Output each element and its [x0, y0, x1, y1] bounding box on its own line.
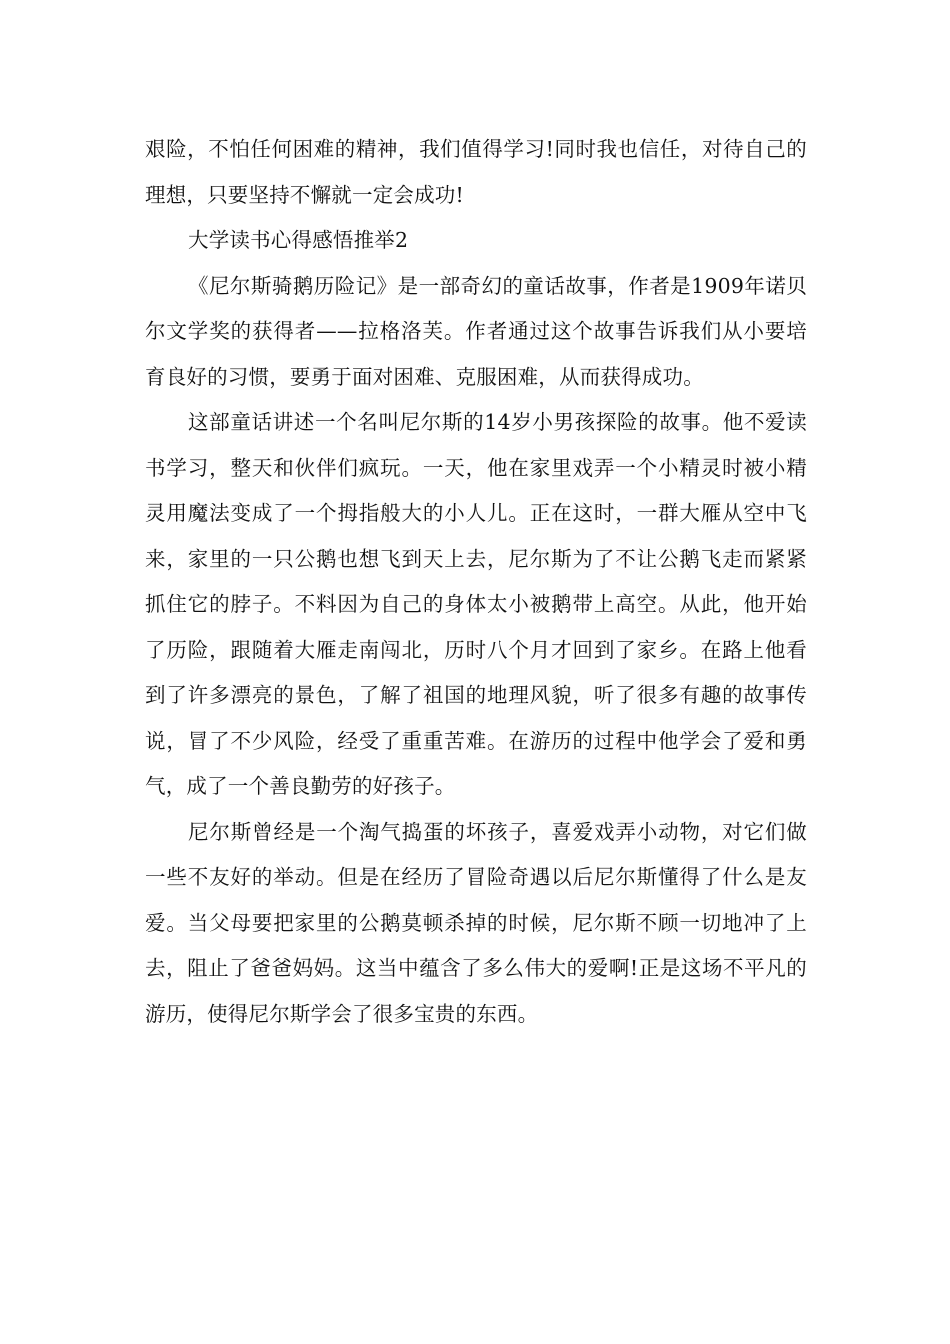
paragraph-reflection: 尼尔斯曾经是一个淘气捣蛋的坏孩子，喜爱戏弄小动物，对它们做一些不友好的举动。但是在经历了冒险奇遇以后尼尔斯懂得了什么是友爱。当父母要把家里的公鹅莫顿杀掉的时候，尼尔斯不顾一切地冲了上去，阻止了爸爸妈妈。这当中蕴含了多么伟大的爱啊!正是这场不平凡的游历，使得尼尔斯学会了很多宝贵的东西。 — [145, 819, 807, 1026]
document-body — [145, 127, 807, 1037]
section-heading: 大学读书心得感悟推举2 — [188, 228, 409, 252]
paragraph-story: 这部童话讲述一个名叫尼尔斯的14岁小男孩探险的故事。他不爱读书学习，整天和伙伴们疯玩。一天，他在家里戏弄一个小精灵时被小精灵用魔法变成了一个拇指般大的小人儿。正在这时，一群大雁从空中飞来，家里的一只公鹅也想飞到天上去，尼尔斯为了不让公鹅飞走而紧紧抓住它的脖子。不料因为自己的身体太小被鹅带上高空。从此，他开始了历险，跟随着大雁走南闯北，历时八个月才回到了家乡。在路上他看到了许多漂亮的景色，了解了祖国的地理风貌，听了很多有趣的故事传说，冒了不少风险，经受了重重苦难。在游历的过程中他学会了爱和勇气，成了一个善良勤劳的好孩子。 — [145, 410, 807, 798]
paragraph-continuation: 艰险，不怕任何困难的精神，我们值得学习!同时我也信任，对待自己的理想，只要坚持不懈就一定会成功! — [145, 137, 807, 207]
paragraph-intro: 《尼尔斯骑鹅历险记》是一部奇幻的童话故事，作者是1909年诺贝尔文学奖的获得者——拉格洛芙。作者通过这个故事告诉我们从小要培育良好的习惯，要勇于面对困难、克服困难，从而获得成功。 — [145, 273, 807, 389]
